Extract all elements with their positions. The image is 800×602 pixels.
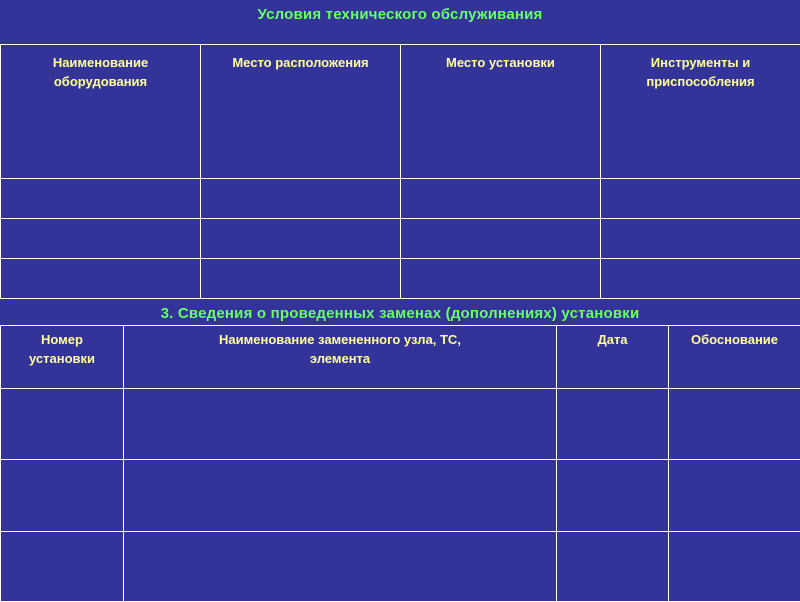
maintenance-conditions-table: [0, 44, 800, 299]
table-cell[interactable]: [601, 179, 800, 219]
replacements-table: [0, 325, 800, 602]
table-cell[interactable]: [669, 460, 800, 532]
table-cell[interactable]: [401, 259, 601, 299]
header-installation-place: Место установки: [401, 45, 601, 179]
table-cell[interactable]: [401, 179, 601, 219]
table-cell[interactable]: [601, 259, 800, 299]
table-row: [1, 179, 800, 219]
table-cell[interactable]: [1, 219, 201, 259]
header-equipment-name: Наименование оборудования: [1, 45, 201, 179]
header-justification: Обоснование: [669, 326, 800, 389]
table-cell[interactable]: [401, 219, 601, 259]
table-cell[interactable]: [201, 259, 401, 299]
section2-title: 3. Сведения о проведенных заменах (дополнениях) установки: [0, 305, 800, 322]
table-cell[interactable]: [557, 532, 669, 602]
table-header-row: [1, 45, 800, 179]
table-cell[interactable]: [201, 179, 401, 219]
section1-title: Условия технического обслуживания: [0, 6, 800, 23]
table-row: [1, 460, 800, 532]
table-cell[interactable]: [201, 219, 401, 259]
table-cell[interactable]: [557, 460, 669, 532]
table-cell[interactable]: [669, 389, 800, 460]
table-cell[interactable]: [1, 460, 124, 532]
table-header-row: [1, 326, 800, 389]
table-cell[interactable]: [1, 259, 201, 299]
table-row: [1, 259, 800, 299]
table-cell[interactable]: [1, 179, 201, 219]
table-cell[interactable]: [669, 532, 800, 602]
table-row: [1, 219, 800, 259]
table-row: [1, 389, 800, 460]
table-cell[interactable]: [1, 532, 124, 602]
header-replaced-element: Наименование замененного узла, ТС, элемента: [124, 326, 557, 389]
table-cell[interactable]: [1, 389, 124, 460]
table-cell[interactable]: [124, 460, 557, 532]
table-cell[interactable]: [601, 219, 800, 259]
header-date: Дата: [557, 326, 669, 389]
table-cell[interactable]: [124, 389, 557, 460]
header-location: Место расположения: [201, 45, 401, 179]
table-cell[interactable]: [124, 532, 557, 602]
table-row: [1, 532, 800, 602]
header-tools: Инструменты и приспособления: [601, 45, 800, 179]
table-cell[interactable]: [557, 389, 669, 460]
header-installation-number: Номер установки: [1, 326, 124, 389]
